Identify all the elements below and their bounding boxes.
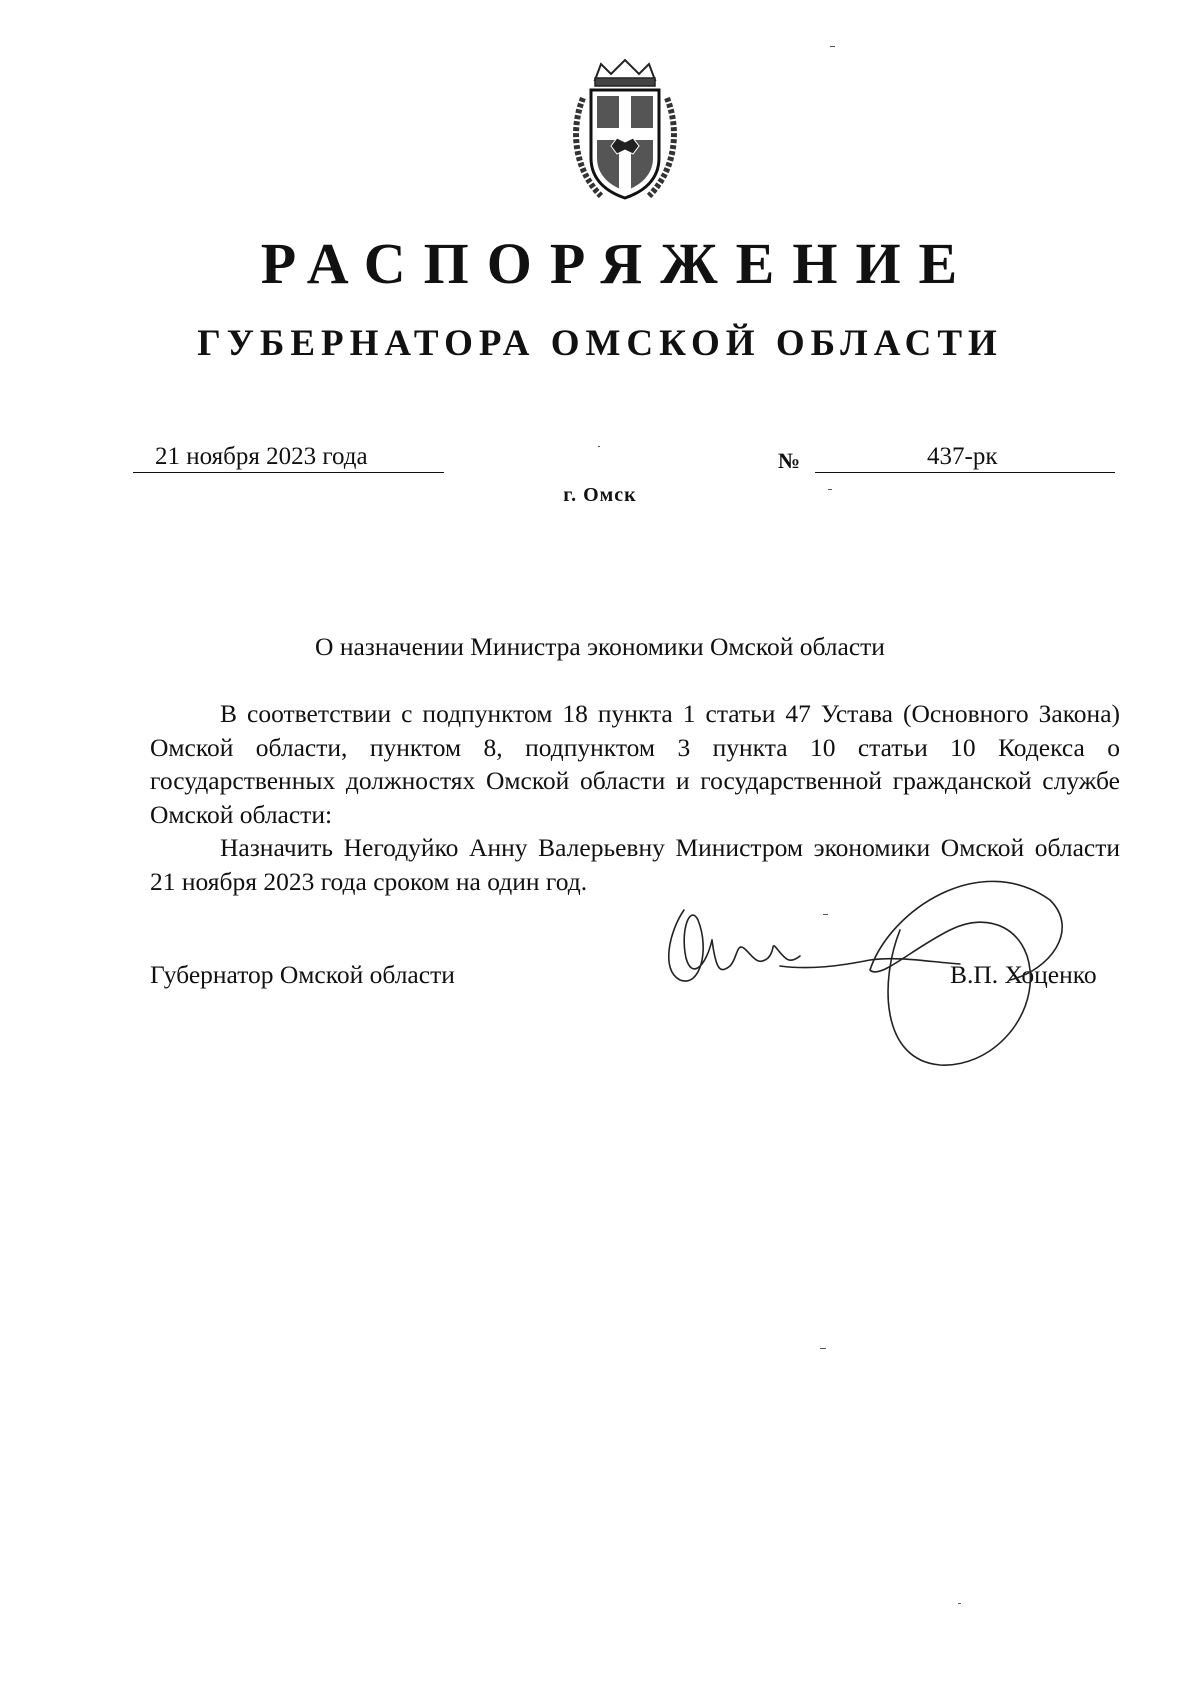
document-date: 21 ноября 2023 года — [155, 443, 368, 470]
body-paragraph: В соответствии с подпунктом 18 пункта 1 статьи 47 Устава (Основного Закона) Омской области, пунктом 8, подпунктом 3 пункта 10 статьи 10 Кодекса о государственных должностях Омской области и государственной гражданской службе Омской области: — [150, 699, 1120, 829]
date-field — [133, 442, 444, 473]
scan-artifact — [598, 446, 600, 447]
issuer-heading: ГУБЕРНАТОРА ОМСКОЙ ОБЛАСТИ — [197, 323, 1003, 364]
document-number: 437-рк — [927, 443, 998, 470]
body-paragraph: Назначить Негодуйко Анну Валерьевну Министром экономики Омской области 21 ноября 2023 года сроком на один год. — [150, 833, 1120, 896]
document-type-heading: РАСПОРЯЖЕНИЕ — [260, 231, 976, 296]
document-subject: О назначении Министра экономики Омской области — [315, 632, 885, 661]
city-label: г. Омск — [563, 484, 637, 506]
scan-artifact — [828, 489, 832, 490]
number-label: № — [778, 448, 801, 473]
scan-artifact — [958, 1603, 961, 1604]
number-field — [815, 442, 1115, 473]
document-body — [150, 697, 1120, 898]
omsk-coat-of-arms-icon — [567, 58, 683, 206]
signatory-name: В.П. Хоценко — [950, 960, 1097, 989]
scan-artifact — [823, 914, 828, 915]
scan-artifact — [830, 46, 835, 47]
scan-artifact — [820, 1348, 826, 1349]
handwritten-signature-icon — [650, 870, 1080, 1070]
signatory-position: Губернатор Омской области — [150, 960, 455, 989]
